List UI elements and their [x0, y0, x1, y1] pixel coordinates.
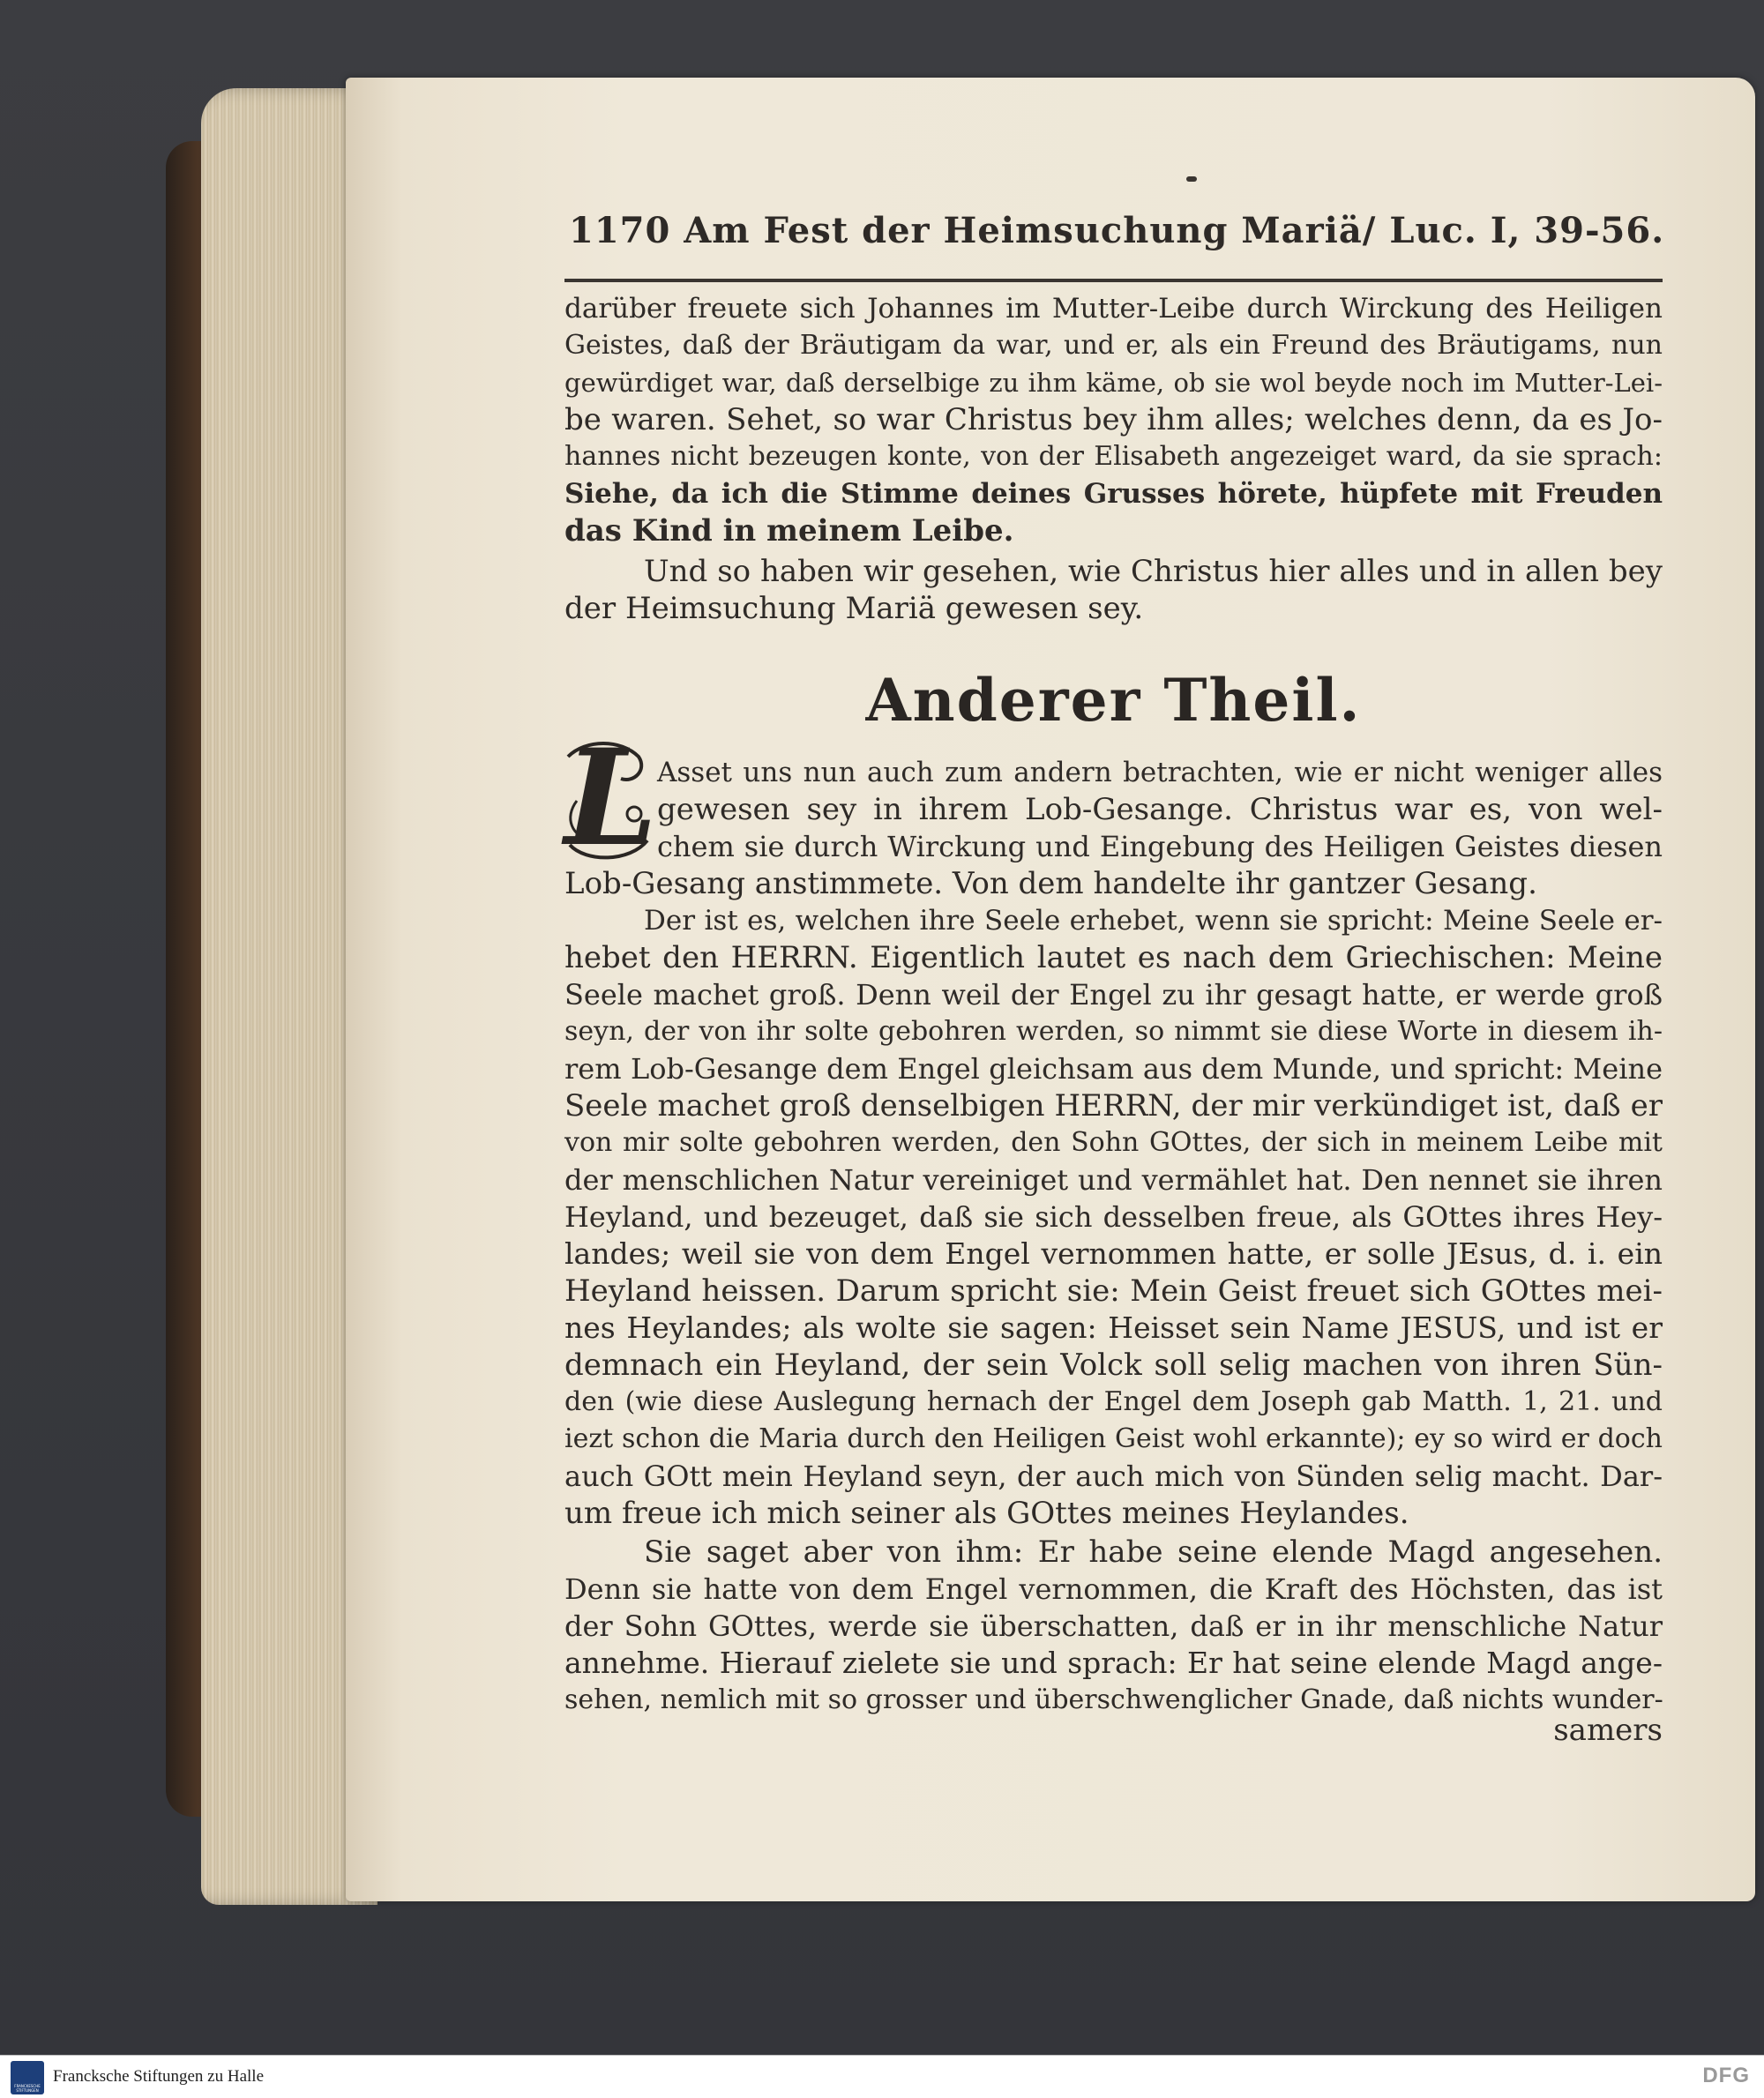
- text-line: Siehe, da ich die Stimme deines Grusses hörete, hüpfete mit Freuden: [564, 478, 1663, 510]
- text-line: gewürdiget war, daß derselbige zu ihm käme, ob sie wol beyde noch im Mutter-Lei-: [564, 368, 1663, 398]
- institution-logo-icon: [11, 2061, 44, 2094]
- text-line: Asset uns nun auch zum andern betrachten, wie er nicht weniger alles: [657, 757, 1663, 788]
- text-line: Heyland heissen. Darum spricht sie: Mein Geist freuet sich GOttes mei-: [564, 1273, 1663, 1309]
- text-line: den (wie diese Auslegung hernach der Engel dem Joseph gab Matth. 1, 21. und: [564, 1386, 1663, 1417]
- head-rule: [564, 279, 1663, 282]
- text-line: Heyland, und bezeuget, daß sie sich desselben freue, als GOttes ihres Hey-: [564, 1200, 1663, 1234]
- text-line: seyn, der von ihr solte gebohren werden, so nimmt sie diese Worte in diesem ih-: [564, 1016, 1663, 1047]
- text-line: Denn sie hatte von dem Engel vernommen, die Kraft des Höchsten, das ist: [564, 1572, 1663, 1606]
- text-line: Seele machet groß denselbigen HERRN, der mir verkündiget ist, daß er: [564, 1088, 1663, 1124]
- text-line: von mir solte gebohren werden, den Sohn GOttes, der sich in meinem Leibe mit: [564, 1127, 1663, 1158]
- text-line: hebet den HERRN. Eigentlich lautet es nach dem Griechischen: Meine: [564, 940, 1663, 975]
- logo-text: FRANCKESCHE STIFTUNGEN: [14, 2084, 41, 2093]
- text-line: nes Heylandes; als wolte sie sagen: Heisset sein Name JESUS, und ist er: [564, 1310, 1663, 1345]
- institution-name: Francksche Stiftungen zu Halle: [53, 2067, 265, 2086]
- drop-cap: L: [564, 720, 658, 876]
- text-line: um freue ich mich seiner als GOttes meines Heylandes.: [564, 1496, 1409, 1531]
- text-line: Der ist es, welchen ihre Seele erhebet, wenn sie spricht: Meine Seele er-: [644, 905, 1663, 937]
- text-line: der Heimsuchung Mariä gewesen sey.: [564, 591, 1144, 626]
- text-line: annehme. Hierauf zielete sie und sprach: Er hat seine elende Magd ange-: [564, 1646, 1663, 1680]
- text-line: Lob-Gesang anstimmete. Von dem handelte ihr gantzer Gesang.: [564, 866, 1537, 901]
- text-line: Sie saget aber von ihm: Er habe seine elende Magd angesehen.: [644, 1534, 1663, 1570]
- text-line: der menschlichen Natur vereiniget und vermählet hat. Den nennet sie ihren: [564, 1163, 1663, 1197]
- text-line: darüber freuete sich Johannes im Mutter-Leibe durch Wirckung des Heiligen: [564, 293, 1663, 325]
- text-line: iezt schon die Maria durch den Heiligen Geist wohl erkannte); ey so wird er doch: [564, 1423, 1663, 1454]
- text-line: be waren. Sehet, so war Christus bey ihm alles; welches denn, da es Jo-: [564, 402, 1663, 437]
- text-line: auch GOtt mein Heyland seyn, der auch mich von Sünden selig macht. Dar-: [564, 1460, 1663, 1493]
- text-line: landes; weil sie von dem Engel vernommen hatte, er solle JEsus, d. i. ein: [564, 1236, 1663, 1271]
- text-line: Seele machet groß. Denn weil der Engel zu ihr gesagt hatte, er werde groß: [564, 978, 1663, 1012]
- text-line: der Sohn GOttes, werde sie überschatten, daß er in ihr menschliche Natur: [564, 1609, 1663, 1643]
- text-line: chem sie durch Wirckung und Eingebung des Heiligen Geistes diesen: [657, 830, 1663, 863]
- section-title: Anderer Theil.: [865, 666, 1362, 735]
- running-head: 1170 Am Fest der Heimsuchung Mariä/ Luc. I, 39-56.: [569, 210, 1665, 251]
- text-line: das Kind in meinem Leibe.: [564, 513, 1014, 549]
- head-ornament: [1186, 176, 1197, 182]
- text-line: rem Lob-Gesange dem Engel gleichsam aus dem Munde, und spricht: Meine: [564, 1052, 1663, 1086]
- text-line: sehen, nemlich mit so grosser und überschwenglicher Gnade, daß nichts wunder-: [564, 1684, 1663, 1715]
- text-line: gewesen sey in ihrem Lob-Gesange. Christus war es, von wel-: [657, 792, 1663, 827]
- text-line: demnach ein Heyland, der sein Volck soll selig machen von ihren Sün-: [564, 1348, 1663, 1383]
- catchword: samers: [1553, 1713, 1663, 1748]
- viewer-footer: [0, 2055, 1764, 2098]
- text-line: Und so haben wir gesehen, wie Christus hier alles und in allen bey: [644, 554, 1663, 589]
- dfg-logo: DFG: [1702, 2064, 1750, 2087]
- text-line: hannes nicht bezeugen konte, von der Elisabeth angezeiget ward, da sie sprach:: [564, 441, 1663, 472]
- text-line: Geistes, daß der Bräutigam da war, und er, als ein Freund des Bräutigams, nun: [564, 330, 1663, 361]
